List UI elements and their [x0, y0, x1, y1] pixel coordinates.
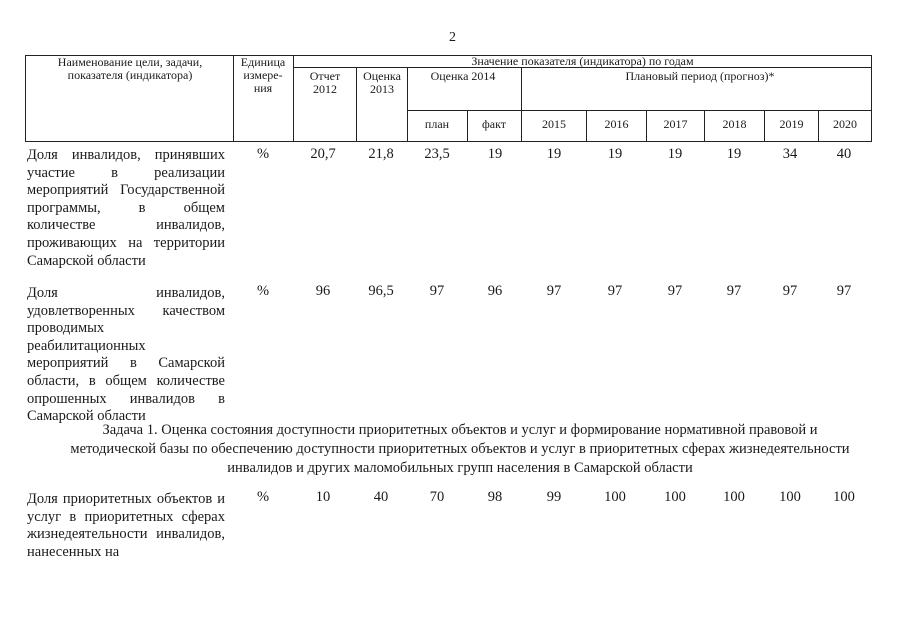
row-3-value: 100 [604, 489, 626, 505]
row-3-name: Доля приоритетных объектов и услуг в приоритетных сферах жизнедеятельности инвалидов, нанесенных на [27, 491, 225, 560]
header-2015: 2015 [542, 117, 566, 131]
row-1-value: 19 [546, 146, 562, 162]
header-group: Значение показателя (индикатора) по годам [471, 54, 694, 68]
border-2012-2013 [356, 67, 357, 142]
header-unit: Единица измере-ния [240, 55, 286, 95]
task-title: Задача 1. Оценка состояния доступности приоритетных объектов и услуг и формирование нормативной правовой и методической базы по обеспечению доступности приоритетных объектов и услуг в приоритетных сферах жизнедеятельности инвалидов и других маломобильных групп населения в Самарской области [70, 422, 850, 476]
row-2-value: 97 [667, 283, 683, 299]
row-3-value: 100 [833, 489, 855, 505]
row-3-value: 70 [429, 489, 445, 505]
row-1-value: 21,8 [368, 146, 394, 162]
row-2-value: 96,5 [368, 283, 394, 299]
header-2016: 2016 [604, 117, 629, 131]
sub-2014-border [407, 110, 521, 111]
row-2-value: 97 [429, 283, 445, 299]
row-1-value: 40 [836, 146, 852, 162]
page-number: 2 [449, 30, 456, 45]
row-2-value: 96 [487, 283, 503, 299]
row-3-value: 98 [487, 489, 503, 505]
header-2019: 2019 [779, 117, 804, 131]
header-2018: 2018 [722, 117, 747, 131]
row-2-value: 97 [726, 283, 742, 299]
row-1-unit: % [256, 146, 270, 162]
row-3-value: 100 [779, 489, 801, 505]
border-name-unit [233, 55, 234, 142]
row-3-value: 10 [315, 489, 331, 505]
row-1-value: 19 [726, 146, 742, 162]
header-2013: Оценка 2013 [363, 69, 401, 96]
header-planned: Плановый период (прогноз)* [625, 69, 775, 83]
row-2-name: Доля инвалидов, удовлетворенных качеством проводимых реабилитационных мероприятий в Самарской области, в общем количестве опрошенных инвалидов в Самарской области [27, 285, 225, 425]
row-1-value: 19 [667, 146, 683, 162]
row-2-value: 97 [836, 283, 852, 299]
row-3-unit: % [256, 489, 270, 505]
sub-years-border [521, 110, 872, 111]
row-1-name: Доля инвалидов, принявших участие в реализации мероприятий Государственной программы, в общем количестве инвалидов, проживающих на территории Самарской области [27, 147, 225, 269]
header-2012: Отчет 2012 [309, 69, 341, 96]
header-plan: план [424, 117, 450, 131]
row-1-value: 19 [487, 146, 503, 162]
row-2-value: 97 [546, 283, 562, 299]
header-2020: 2020 [833, 117, 857, 131]
border-unit-values [293, 55, 294, 142]
row-3-value: 40 [373, 489, 389, 505]
header-bottom-border [25, 141, 872, 142]
row-1-value: 20,7 [310, 146, 336, 162]
header-2014: Оценка 2014 [430, 69, 496, 83]
border-right [871, 55, 872, 142]
row-1-value: 34 [782, 146, 798, 162]
row-2-value: 97 [782, 283, 798, 299]
row-2-value: 97 [607, 283, 623, 299]
row-3-value: 100 [723, 489, 745, 505]
header-fact: факт [481, 117, 507, 131]
row-1-value: 23,5 [424, 146, 450, 162]
header-2017: 2017 [663, 117, 688, 131]
row-1-value: 19 [607, 146, 623, 162]
row-2-unit: % [256, 283, 270, 299]
row-2-value: 96 [315, 283, 331, 299]
border-left [25, 55, 26, 142]
row-3-value: 100 [664, 489, 686, 505]
header-name: Наименование цели, задачи, показателя (индикатора) [57, 55, 203, 82]
row-3-value: 99 [546, 489, 562, 505]
